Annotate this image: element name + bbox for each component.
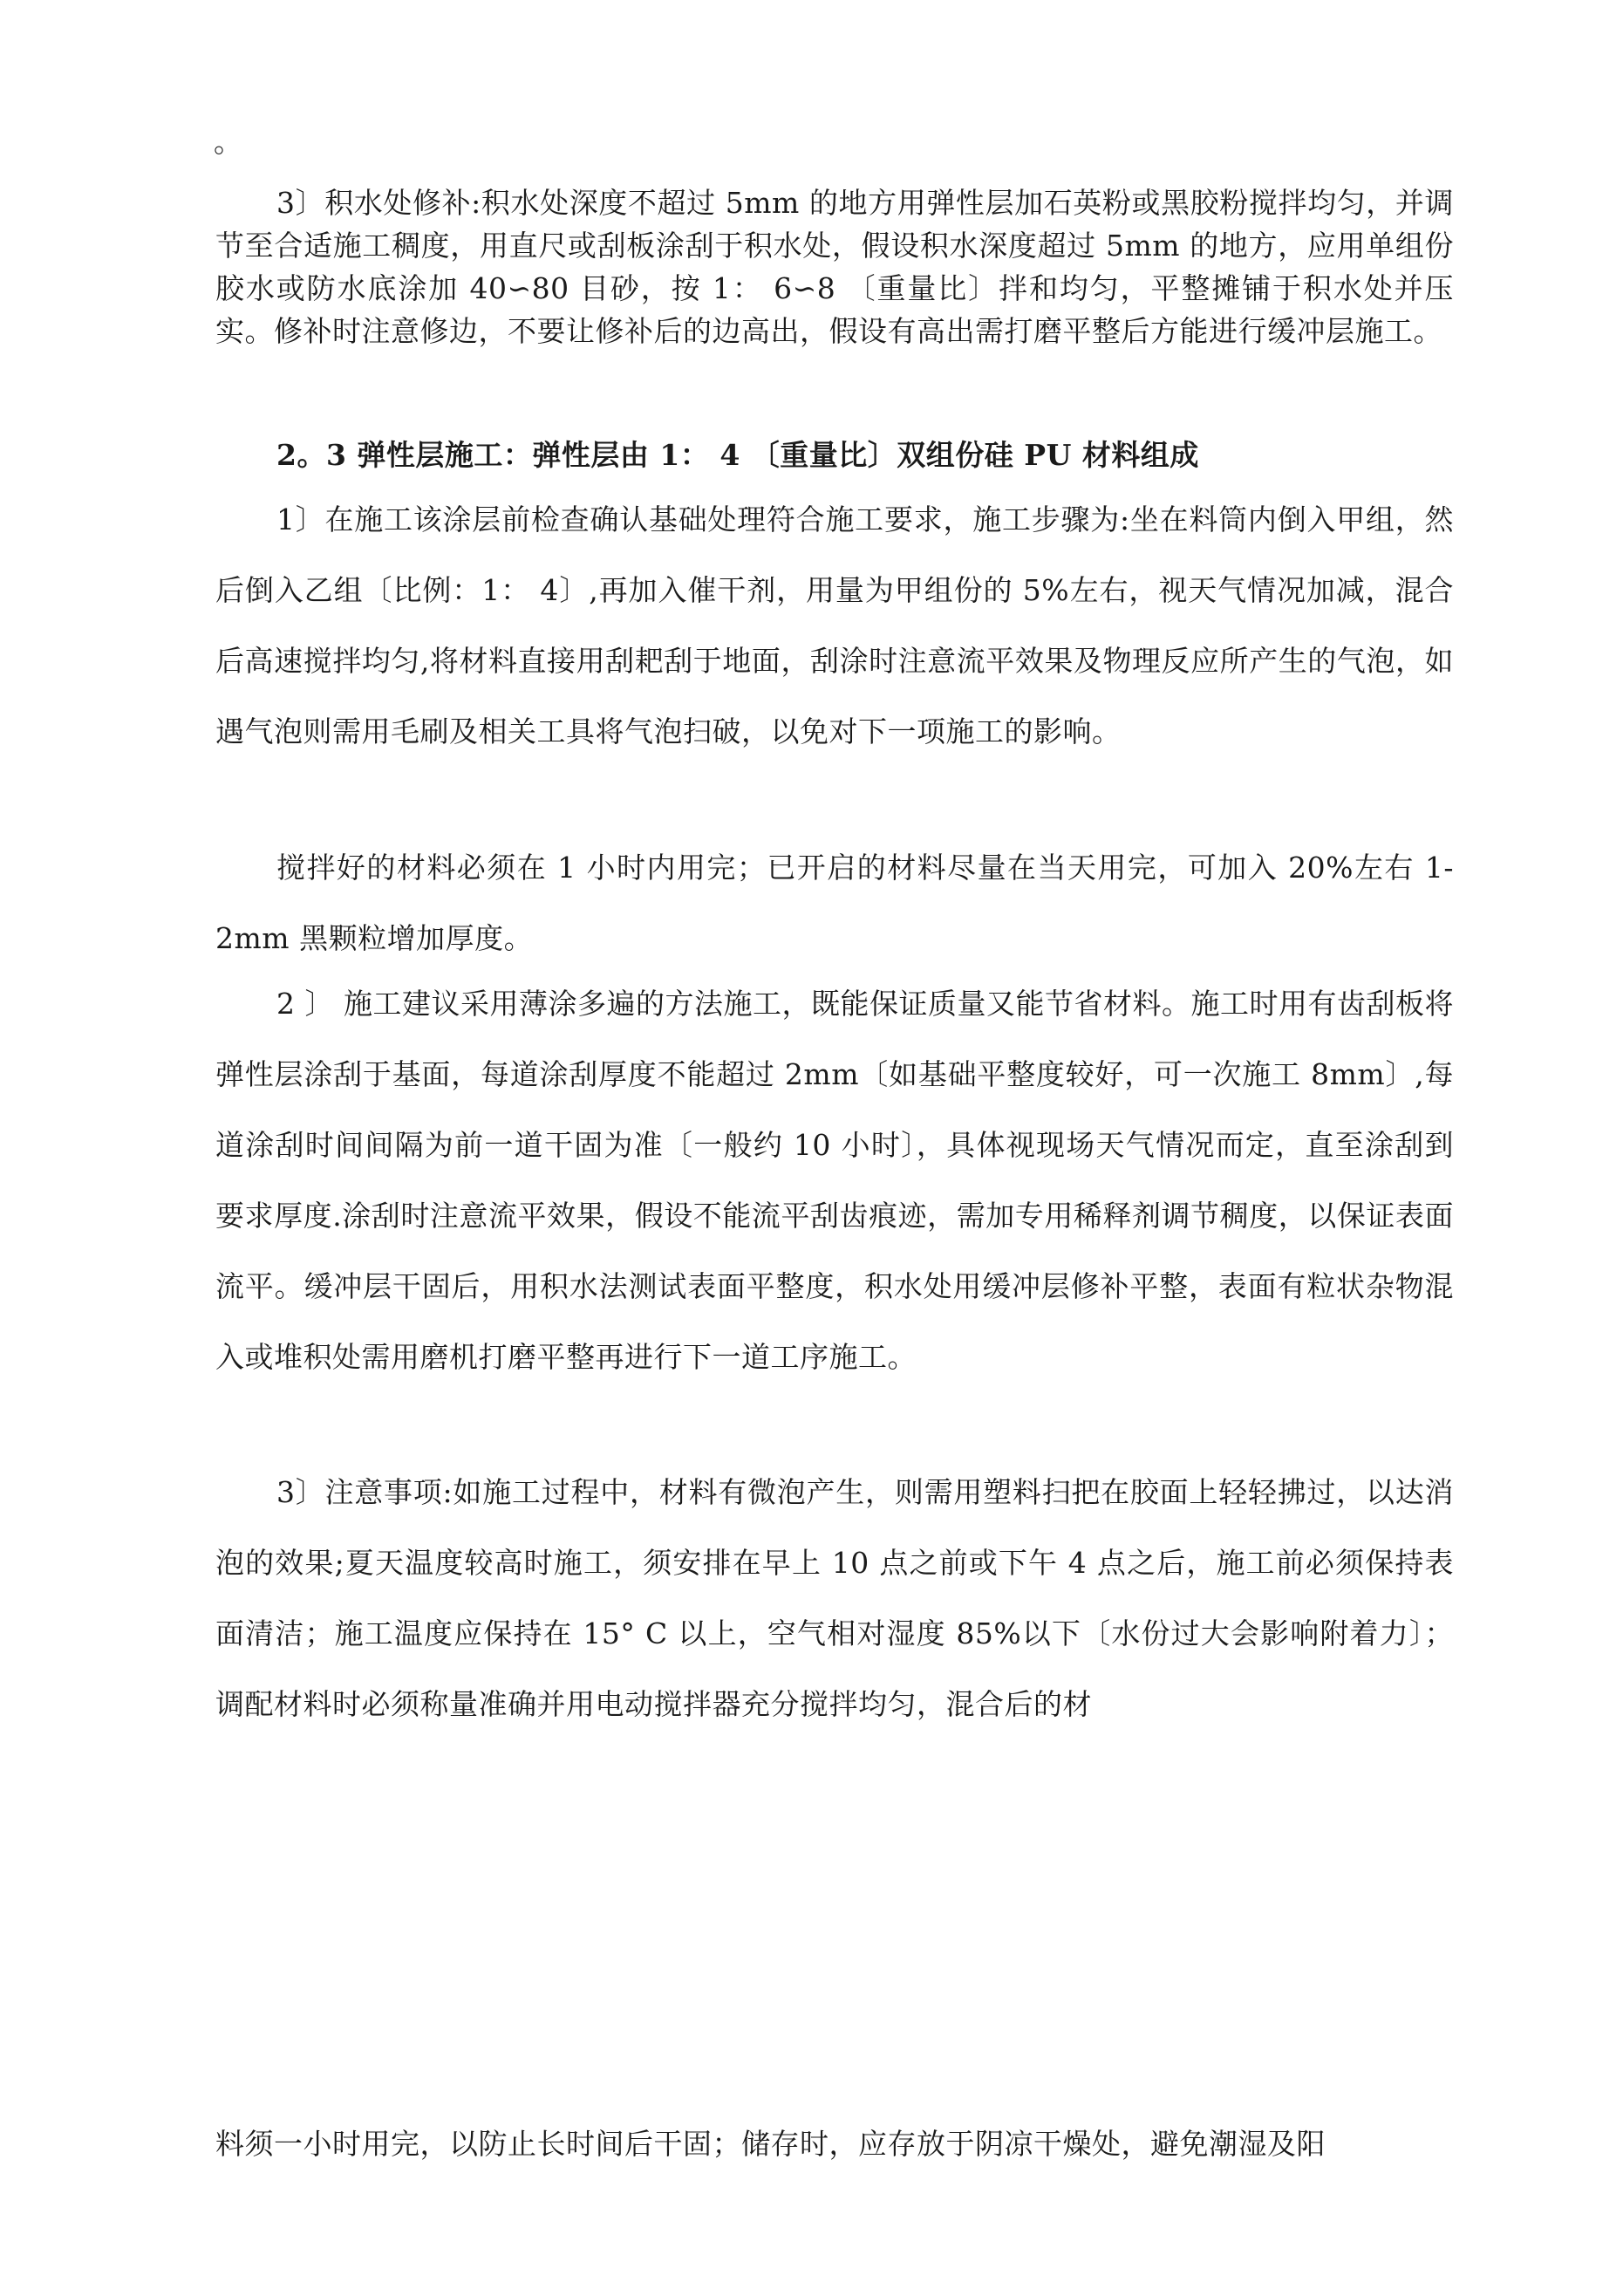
section-heading-elastic-layer: 2。3 弹性层施工：弹性层由 1： 4 〔重量比〕双组份硅 PU 材料组成 xyxy=(276,438,1199,472)
paragraph-step-2: 2 〕 施工建议采用薄涂多遍的方法施工，既能保证质量又能节省材料。施工时用有齿刮板将弹性层涂刮于基面，每道涂刮厚度不能超过 2mm〔如基础平整度较好，可一次施工 8mm〕,每道涂刮时间间隔为前一道干固为准〔一般约 10 小时〕，具体视现场天气情况而定，直至涂刮到要求厚度.涂刮时注意流平效果，假设不能流平刮齿痕迹，需加专用稀释剂调节稠度，以保证表面流平。缓冲层干固后，用积水法测试表面平整度，积水处用缓冲层修补平整，表面有粒状杂物混入或堆积处需用磨机打磨平整再进行下一道工序施工。 xyxy=(215,987,1454,1374)
paragraph-step-3-notes: 3〕注意事项:如施工过程中，材料有微泡产生，则需用塑料扫把在胶面上轻轻拂过，以达消泡的效果;夏天温度较高时施工，须安排在早上 10 点之前或下午 4 点之后，施工前必须保持表面清洁；施工温度应保持在 15° C 以上，空气相对湿度 85%以下〔水份过大会影响附着力〕；调配材料时必须称量准确并用电动搅拌器充分搅拌均匀，混合后的材 xyxy=(215,1475,1454,1721)
leading-punctuation: 。 xyxy=(214,125,242,159)
paragraph-step-1: 1〕在施工该涂层前检查确认基础处理符合施工要求，施工步骤为:坐在料筒内倒入甲组，然后倒入乙组〔比例：1： 4〕,再加入催干剂，用量为甲组份的 5%左右，视天气情况加减，混合后高速搅拌均匀,将材料直接用刮耙刮于地面，刮涂时注意流平效果及物理反应所产生的气泡，如遇气泡则需用毛刷及相关工具将气泡扫破，以免对下一项施工的影响。 xyxy=(215,502,1454,748)
paragraph-continuation: 料须一小时用完，以防止长时间后干固；储存时，应存放于阴凉干燥处，避免潮湿及阳 xyxy=(215,2127,1326,2161)
paragraph-mixing-note: 搅拌好的材料必须在 1 小时内用完；已开启的材料尽量在当天用完，可加入 20%左右 1-2mm 黑颗粒增加厚度。 xyxy=(215,851,1454,955)
paragraph-water-repair: 3〕积水处修补:积水处深度不超过 5mm 的地方用弹性层加石英粉或黑胶粉搅拌均匀，并调节至合适施工稠度，用直尺或刮板涂刮于积水处，假设积水深度超过 5mm 的地方，应用单组份胶水或防水底涂加 40∽80 目砂，按 1： 6∽8 〔重量比〕拌和均匀，平整摊铺于积水处并压实。修补时注意修边，不要让修补后的边高出，假设有高出需打磨平整后方能进行缓冲层施工。 xyxy=(215,186,1454,348)
